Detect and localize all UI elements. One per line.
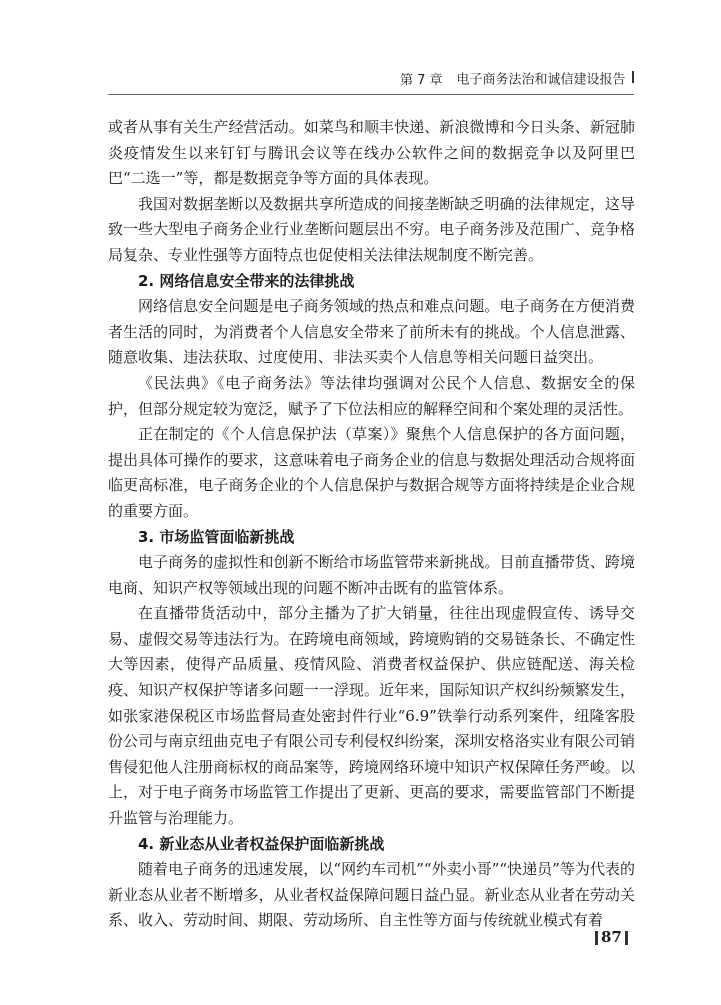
paragraph: 电子商务的虚拟性和创新不断给市场监管带来新挑战。目前直播带货、跨境电商、知识产权等领域出现的问题不断冲击既有的监管体系。 — [108, 553, 635, 597]
paragraph: 我国对数据垄断以及数据共享所造成的间接垄断缺乏明确的法律规定，这导致一些大型电子商务企业行业垄断问题层出不穷。电子商务涉及范围广、竞争格局复杂、专业性强等方面特点也促使相关法律法规制度不断完善。 — [108, 194, 635, 264]
paragraph: 网络信息安全问题是电子商务领域的热点和难点问题。电子商务在方便消费者生活的同时，为消费者个人信息安全带来了前所未有的挑战。个人信息泄露、随意收集、违法获取、过度使用、非法买卖个人信息等相关问题日益突出。 — [108, 297, 635, 367]
paragraph: 《民法典》《电子商务法》等法律均强调对公民个人信息、数据安全的保护，但部分规定较为宽泛，赋予了下位法相应的解释空间和个案处理的灵活性。 — [108, 373, 635, 418]
paragraph: 随着电子商务的迅速发展，以“网约车司机”“外卖小哥”“快递员”等为代表的新业态从业者不断增多，从业者权益保障问题日益凸显。新业态从业者在劳动关系、收入、劳动时间、期限、劳动场所、自主性等方面与传统就业模式有着 — [108, 860, 635, 930]
paragraph: 在直播带货活动中，部分主播为了扩大销量，往往出现虚假宣传、诱导交易、虚假交易等违法行为。在跨境电商领域，跨境购销的交易链条长、不确定性大等因素，使得产品质量、疫情风险、消费者权益保护、供应链配送、海关检疫、知识产权保护等诸多问题一一浮现。近年来，国际知识产权纠纷频繁发生，如张家港保税区市场监督局查处密封件行业“6.9”铁拳行动系列案件，纽隆客股份公司与南京纽曲克电子有限公司专利侵权纠纷案，深圳安格洛实业有限公司销售侵犯他人注册商标权的商品案等，跨境网络环境中知识产权保障任务严峻。以上，对于电子商务市场监管工作提出了更新、更高的要求，需要监管部门不断提升监管与治理能力。 — [108, 604, 635, 828]
paragraph: 或者从事有关生产经营活动。如菜鸟和顺丰快递、新浪微博和今日头条、新冠肺炎疫情发生以来钉钉与腾讯会议等在线办公软件之间的数据竞争以及阿里巴巴“二选一”等，都是数据竞争等方面的具体表现。 — [108, 118, 635, 188]
section-heading: 4. 新业态从业者权益保护面临新挑战 — [138, 834, 385, 853]
section-heading: 3. 市场监管面临新挑战 — [138, 527, 295, 546]
body-text — [108, 115, 635, 934]
header-title: 电子商务法治和诚信建设报告 — [456, 72, 626, 88]
footer-bar-left — [595, 931, 598, 945]
paragraph: 正在制定的《个人信息保护法（草案）》聚焦个人信息保护的各方面问题，提出具体可操作的要求，这意味着电子商务企业的信息与数据处理活动合规将面临更高标准，电子商务企业的个人信息保护与数据合规等方面将持续是企业合规的重要方面。 — [108, 425, 635, 520]
footer-bar-right — [625, 931, 628, 945]
running-header — [400, 70, 636, 90]
page-footer — [592, 926, 636, 948]
header-rule — [108, 94, 634, 95]
page-number: 87 — [601, 928, 622, 946]
header-bars-ornament — [632, 70, 636, 90]
section-heading: 2. 网络信息安全带来的法律挑战 — [138, 271, 355, 290]
header-chapter: 第 7 章 — [400, 72, 443, 88]
